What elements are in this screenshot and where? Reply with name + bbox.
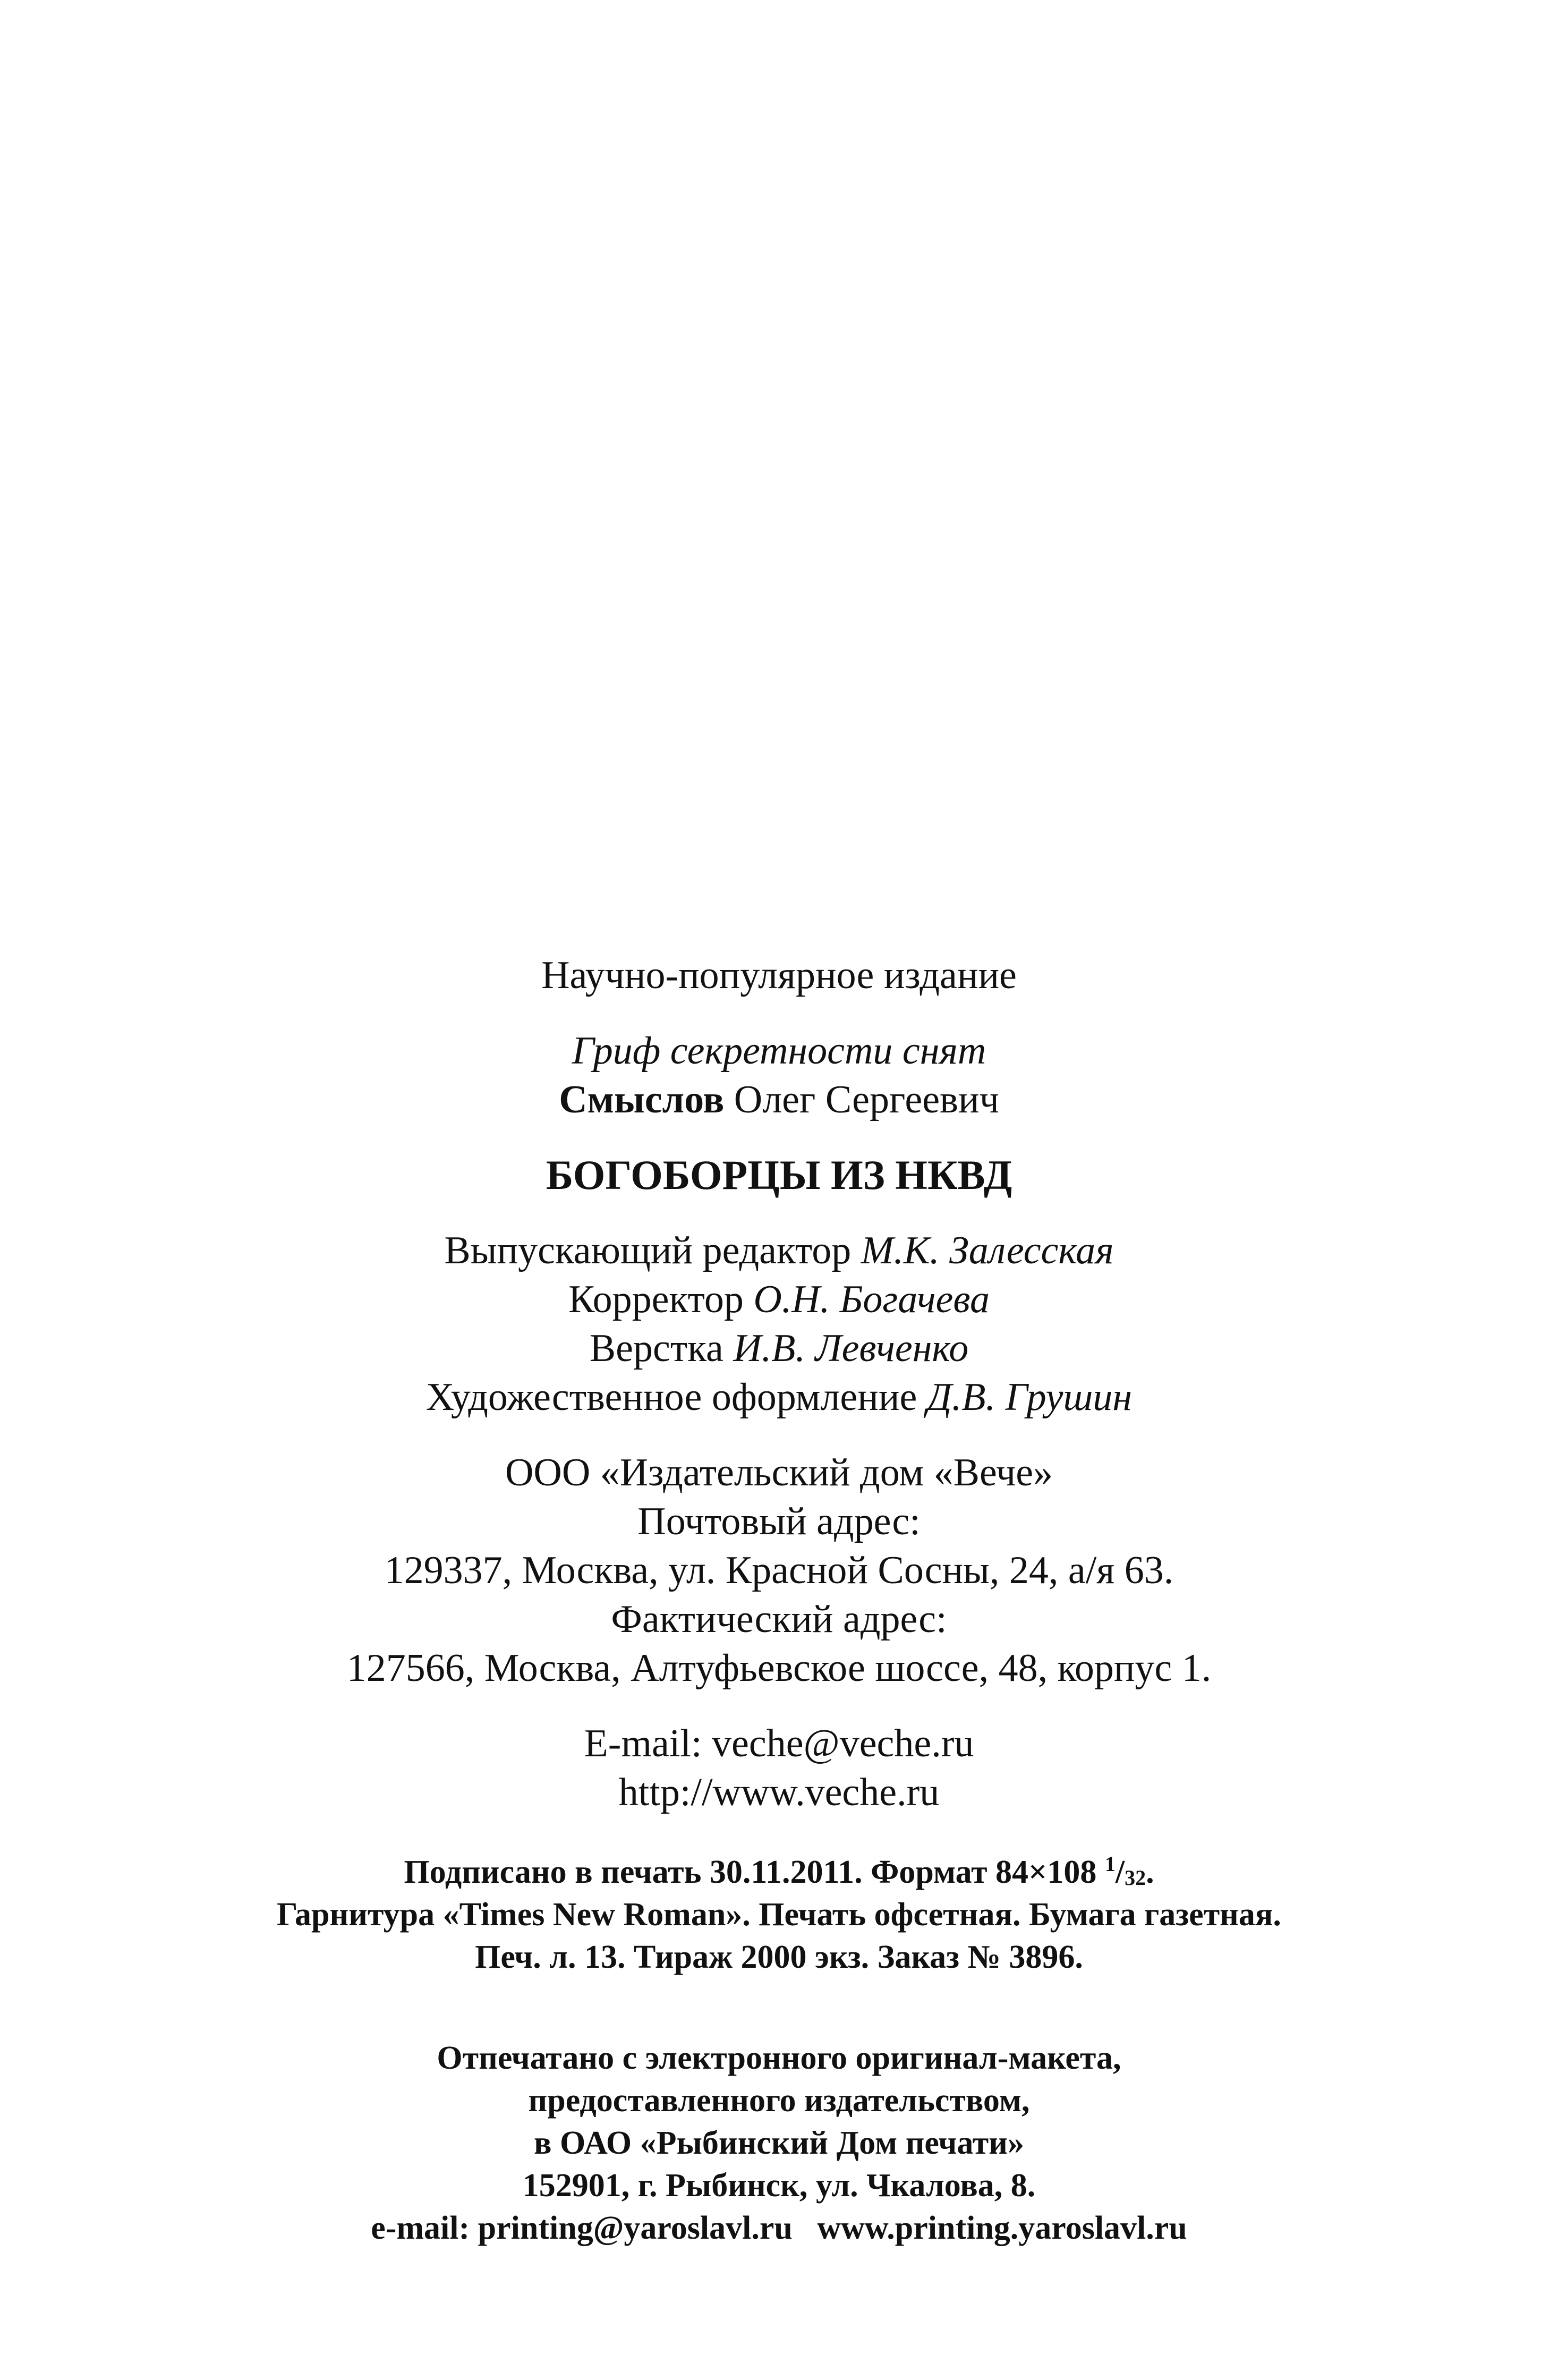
print-signed-suffix: .: [1146, 1854, 1154, 1890]
printer-line-1: Отпечатано с электронного оригинал-макета,: [437, 2040, 1121, 2076]
publisher-block: [0, 1448, 1558, 1693]
print-signed-format: Подписано в печать 30.11.2011. Формат 84×108 $^1/_{32}$.: [404, 1852, 1154, 1890]
print-typeface-paper: Гарнитура «Times New Roman». Печать офсетная. Бумага газетная.: [277, 1897, 1281, 1933]
credit-editor: [0, 1226, 1558, 1275]
book-title: БОГОБОРЦЫ ИЗ НКВД: [546, 1152, 1012, 1198]
credit-role: Художественное оформление: [425, 1375, 917, 1419]
credit-name: М.К. Залесская: [861, 1229, 1114, 1272]
credit-layout: [0, 1324, 1558, 1373]
edition-type: Научно-популярное издание: [541, 954, 1017, 997]
credit-role: Выпускающий редактор: [444, 1229, 852, 1272]
credit-name: И.В. Левченко: [733, 1327, 969, 1370]
printer-contacts: e-mail: printing@yaroslavl.ru www.printing.yaroslavl.ru: [371, 2210, 1187, 2246]
format-fraction-denominator: 32: [1125, 1866, 1146, 1890]
postal-address: 129337, Москва, ул. Красной Сосны, 24, а/я 63.: [384, 1549, 1174, 1592]
author-surname: Смыслов: [559, 1078, 725, 1121]
credit-role: Корректор: [568, 1278, 744, 1321]
author-given-names: Олег Сергеевич: [734, 1078, 999, 1121]
credit-art-design: [0, 1373, 1558, 1422]
postal-address-label: Почтовый адрес:: [637, 1500, 921, 1543]
actual-address-label: Фактический адрес:: [611, 1597, 947, 1641]
credits-list: [0, 1226, 1558, 1422]
publisher-website: http://www.veche.ru: [618, 1771, 940, 1814]
credit-name: О.Н. Богачева: [753, 1278, 990, 1321]
actual-address: 127566, Москва, Алтуфьевское шоссе, 48, корпус 1.: [346, 1646, 1212, 1690]
publisher-name: ООО «Издательский дом «Вече»: [505, 1451, 1053, 1494]
author-line: [0, 1075, 1558, 1124]
credit-name: Д.В. Грушин: [926, 1375, 1133, 1419]
format-fraction-numerator: 1: [1104, 1852, 1116, 1876]
print-signed-text: Подписано в печать 30.11.2011. Формат 84×108: [404, 1854, 1097, 1890]
print-sheets-run-order: Печ. л. 13. Тираж 2000 экз. Заказ № 3896.: [475, 1939, 1083, 1975]
credit-role: Верстка: [589, 1327, 723, 1370]
printer-line-2: предоставленного издательством,: [528, 2082, 1030, 2119]
publisher-contacts: [0, 1719, 1558, 1817]
credit-proofreader: [0, 1275, 1558, 1324]
printer-address: 152901, г. Рыбинск, ул. Чкалова, 8.: [522, 2168, 1036, 2204]
publisher-email: E-mail: veche@veche.ru: [584, 1722, 974, 1765]
print-info: [0, 1851, 1558, 1978]
printer-block: [0, 2037, 1558, 2249]
printer-line-3: в ОАО «Рыбинский Дом печати»: [534, 2125, 1024, 2161]
series-title: Гриф секретности снят: [572, 1029, 986, 1073]
imprint-block: [0, 951, 1558, 2249]
